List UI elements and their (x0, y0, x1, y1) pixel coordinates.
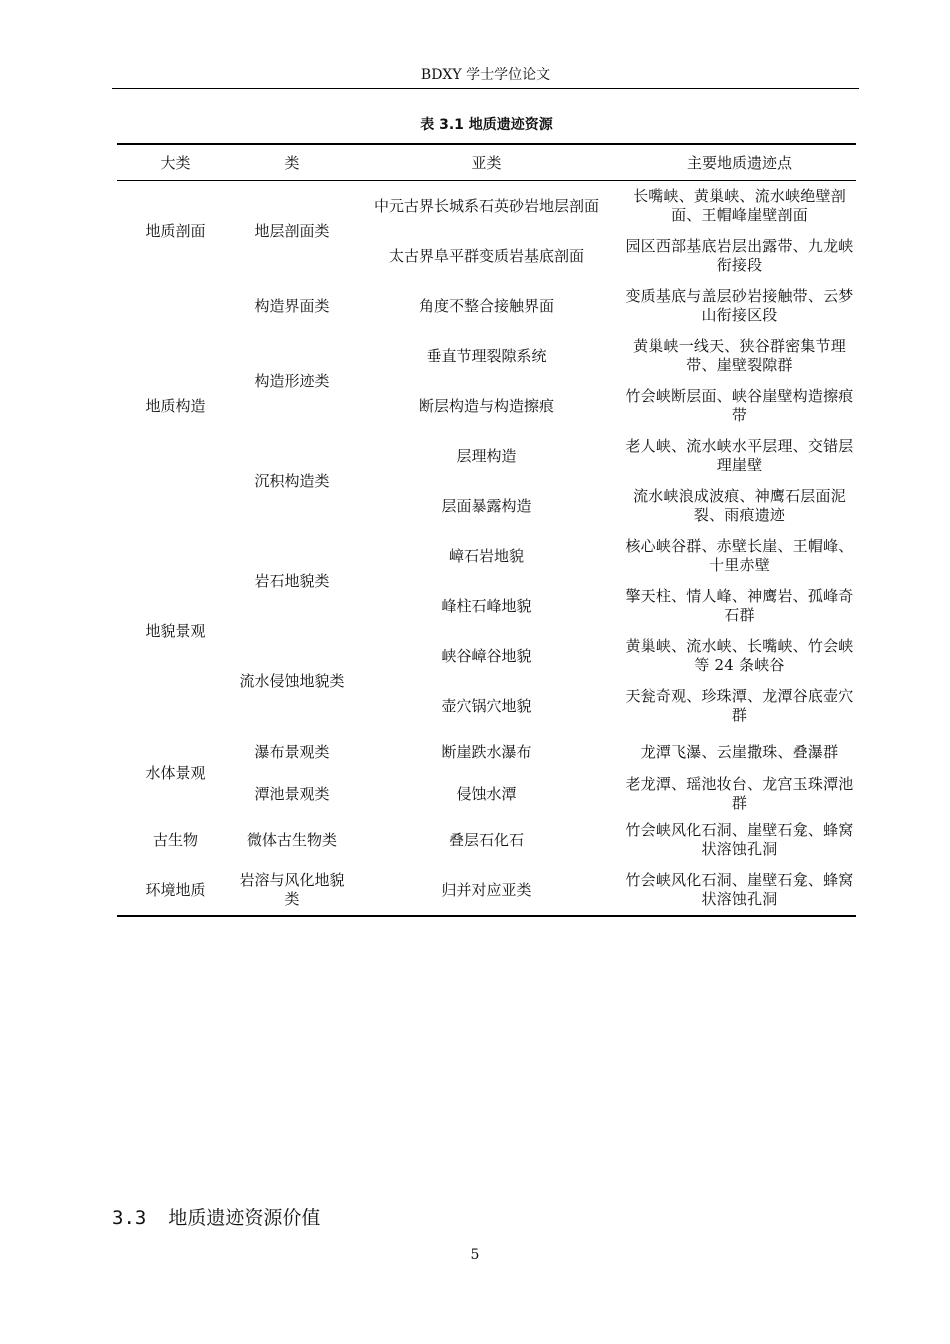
sites-cell: 变质基底与盖层砂岩接触带、云梦山衔接区段 (625, 287, 854, 324)
table-row (117, 815, 856, 865)
column-header: 大类 (117, 144, 234, 181)
category-cell: 构造界面类 (254, 296, 330, 315)
header-rule (112, 88, 859, 89)
column-header: 亚类 (350, 144, 623, 181)
category-cell: 岩石地貌类 (254, 571, 330, 590)
section-heading (112, 1206, 320, 1230)
column-header: 主要地质遗迹点 (623, 144, 856, 181)
subcategory-cell: 叠层石化石 (448, 830, 524, 849)
table-row (117, 731, 856, 773)
section-title: 地质遗迹资源价值 (168, 1207, 321, 1229)
category-cell: 瀑布景观类 (254, 742, 330, 761)
major-category-cell: 地质剖面 (145, 221, 206, 240)
table-row (117, 281, 856, 331)
subcategory-cell: 峡谷嶂谷地貌 (441, 646, 532, 665)
table-header-row (117, 144, 856, 181)
subcategory-cell: 太古界阜平群变质岩基底剖面 (388, 246, 584, 265)
subcategory-cell: 层理构造 (456, 446, 517, 465)
sites-cell: 龙潭飞瀑、云崖撒珠、叠瀑群 (640, 742, 839, 761)
major-category-cell: 地质构造 (145, 396, 206, 415)
sites-cell: 流水峡浪成波痕、神鹰石层面泥裂、雨痕遗迹 (633, 487, 846, 524)
sites-cell: 天瓮奇观、珍珠潭、龙潭谷底壶穴群 (625, 687, 854, 724)
sites-cell: 核心峡谷群、赤壁长崖、王帽峰、十里赤壁 (625, 537, 854, 574)
subcategory-cell: 中元古界长城系石英砂岩地层剖面 (373, 196, 599, 215)
category-cell: 流水侵蚀地貌类 (239, 671, 345, 690)
subcategory-cell: 层面暴露构造 (441, 496, 532, 515)
major-category-cell: 水体景观 (145, 763, 206, 782)
subcategory-cell: 归并对应亚类 (441, 880, 532, 899)
category-cell: 微体古生物类 (246, 830, 337, 849)
sites-cell: 老龙潭、瑶池妆台、龙宫玉珠潭池群 (625, 775, 854, 812)
table-row (117, 531, 856, 581)
sites-cell: 长嘴峡、黄巢峡、流水峡绝壁剖面、王帽峰崖壁剖面 (633, 187, 846, 224)
running-header: BDXY 学士学位论文 (420, 67, 551, 83)
major-category-cell: 环境地质 (145, 880, 206, 899)
subcategory-cell: 断层构造与构造擦痕 (418, 396, 554, 415)
subcategory-cell: 峰柱石峰地貌 (441, 596, 532, 615)
major-category-cell: 地貌景观 (145, 621, 206, 640)
category-cell: 沉积构造类 (254, 471, 330, 490)
table-row (117, 181, 856, 232)
table-row (117, 865, 856, 916)
subcategory-cell: 嶂石岩地貌 (448, 546, 524, 565)
geological-heritage-table (117, 143, 856, 917)
sites-cell: 老人峡、流水峡水平层理、交错层理崖壁 (625, 437, 854, 474)
category-cell: 潭池景观类 (254, 784, 330, 803)
subcategory-cell: 断崖跌水瀑布 (441, 742, 532, 761)
section-number: 3.3 (112, 1207, 147, 1229)
page-number: 5 (470, 1247, 480, 1263)
category-cell: 构造形迹类 (254, 371, 330, 390)
subcategory-cell: 角度不整合接触界面 (418, 296, 554, 315)
sites-cell: 擎天柱、情人峰、神鹰岩、孤峰奇石群 (625, 587, 854, 624)
category-cell: 地层剖面类 (254, 221, 330, 240)
sites-cell: 竹会峡断层面、峡谷崖壁构造擦痕带 (625, 387, 854, 424)
subcategory-cell: 壶穴锅穴地貌 (441, 696, 532, 715)
subcategory-cell: 垂直节理裂隙系统 (426, 346, 547, 365)
table-caption: 表 3.1 地质遗迹资源 (420, 117, 553, 133)
sites-cell: 园区西部基底岩层出露带、九龙峡衔接段 (625, 237, 854, 274)
subcategory-cell: 侵蚀水潭 (456, 784, 517, 803)
sites-cell: 黄巢峡、流水峡、长嘴峡、竹会峡等 24 条峡谷 (625, 637, 854, 674)
sites-cell: 竹会峡风化石洞、崖壁石龛、蜂窝状溶蚀孔洞 (625, 871, 854, 908)
sites-cell: 黄巢峡一线天、狭谷群密集节理带、崖壁裂隙群 (633, 337, 846, 374)
column-header: 类 (234, 144, 350, 181)
sites-cell: 竹会峡风化石洞、崖壁石龛、蜂窝状溶蚀孔洞 (625, 821, 854, 858)
major-category-cell: 古生物 (152, 830, 198, 849)
category-cell: 岩溶与风化地貌类 (239, 871, 345, 908)
